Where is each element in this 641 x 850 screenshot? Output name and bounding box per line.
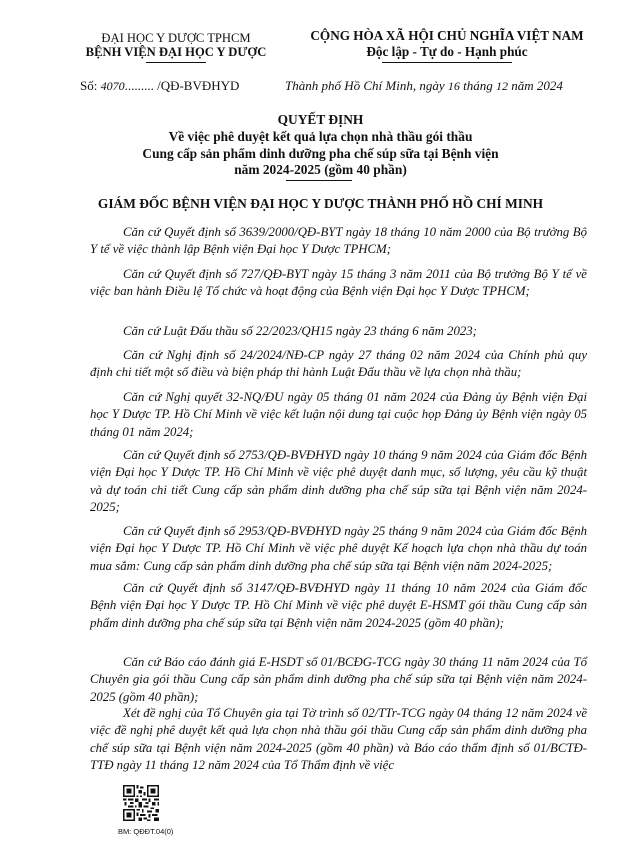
university-name: ĐẠI HỌC Y DƯỢC TPHCM [101,31,251,45]
legal-basis-paragraph: Căn cứ Báo cáo đánh giá E-HSDT số 01/BCĐG-TCG ngày 30 tháng 11 năm 2024 của Tổ Chuyên gia gói thầu Cung cấp sản phẩm dinh dưỡng pha chế súp sữa tại Bệnh viện năm 2024-2025 (gồm 40 phần); [90,655,587,704]
legal-basis-paragraph: Căn cứ Quyết định số 3147/QĐ-BVĐHYD ngày 11 tháng 10 năm 2024 của Giám đốc Bệnh viện Đại học Y Dược TP. Hồ Chí Minh về việc phê duyệt E-HSMT gói thầu Cung cấp sản phẩm dinh dưỡng pha chế súp sữa tại Bệnh viện năm 2024-2025 (gồm 40 phần); [90,581,587,630]
issue-date [285,78,563,94]
decision-number [80,78,239,94]
qr-code-icon [123,785,159,821]
legal-basis-paragraph: Căn cứ Quyết định số 2953/QĐ-BVĐHYD ngày 25 tháng 9 năm 2024 của Giám đốc Bệnh viện Đại học Y Dược TP. Hồ Chí Minh về việc phê duyệt Kế hoạch lựa chọn nhà thầu dự toán mua sắm: Cung cấp sản phẩm dinh dưỡng pha chế súp sữa tại Bệnh viện năm 2024-2025; [90,524,587,573]
legal-basis-paragraph: Căn cứ Luật Đấu thầu số 22/2023/QH15 ngày 23 tháng 6 năm 2023; [123,324,477,338]
document-title: QUYẾT ĐỊNH [277,112,364,127]
decision-number-prefix: Số: [80,78,101,93]
form-code: BM: QĐĐT.04(0) [118,827,174,836]
title-underline [286,180,352,181]
legal-basis-paragraph: Căn cứ Nghị định số 24/2024/NĐ-CP ngày 27 tháng 02 năm 2024 của Chính phủ quy định chi tiết một số điều và biện pháp thi hành Luật Đấu thầu về lựa chọn nhà thầu; [90,348,587,380]
director-heading: GIÁM ĐỐC BỆNH VIỆN ĐẠI HỌC Y DƯỢC THÀNH PHỐ HỒ CHÍ MINH [97,196,544,211]
hospital-name: BỆNH VIỆN ĐẠI HỌC Y DƯỢC [85,45,267,59]
proposal-paragraph: Xét đề nghị của Tổ Chuyên gia tại Tờ trình số 02/TTr-TCG ngày 04 tháng 12 năm 2024 về việc đề nghị phê duyệt kết quả lựa chọn nhà thầu gói thầu Cung cấp sản phẩm dinh dưỡng pha chế súp sữa tại Bệnh viện năm 2024-2025 (gồm 40 phần) và Báo cáo thẩm định số 01/BCTĐ-TTĐ ngày 11 tháng 12 năm 2024 của Tổ Thẩm định về việc [90,706,587,773]
motto-underline [382,62,512,63]
title-line-1: Về việc phê duyệt kết quả lựa chọn nhà thầu gói thầu [168,129,473,144]
legal-basis-paragraph: Căn cứ Nghị quyết 32-NQ/ĐU ngày 05 tháng 01 năm 2024 của Đảng ủy Bệnh viện Đại học Y Dược TP. Hồ Chí Minh về việc kết luận nội dung tại cuộc họp Đảng ủy Bệnh viện ngày 05 tháng 01 năm 2024; [90,390,587,439]
date-month: 12 [496,79,508,93]
legal-basis-paragraph: Căn cứ Quyết định số 3639/2000/QĐ-BYT ngày 18 tháng 10 năm 2000 của Bộ trưởng Bộ Y tế về việc thành lập Bệnh viện Đại học Y Dược TPHCM; [90,225,587,257]
legal-basis-paragraph: Căn cứ Quyết định số 727/QĐ-BYT ngày 15 tháng 3 năm 2011 của Bộ trưởng Bộ Y tế về việc ban hành Điều lệ Tổ chức và hoạt động của Bệnh viện Đại học Y Dược TPHCM; [90,267,587,299]
date-suffix: năm 2024 [508,78,563,93]
decision-number-suffix: ......... /QĐ-BVĐHYD [124,78,240,93]
date-day: 16 [447,79,460,93]
date-prefix: Thành phố Hồ Chí Minh, ngày [285,78,448,93]
title-line-3: năm 2024-2025 (gồm 40 phần) [234,162,407,177]
decision-number-value: 4070 [100,79,125,93]
national-motto: Độc lập - Tự do - Hạnh phúc [366,44,528,59]
hospital-underline [146,62,206,63]
legal-basis-paragraph: Căn cứ Quyết định số 2753/QĐ-BVĐHYD ngày 10 tháng 9 năm 2024 của Giám đốc Bệnh viện Đại học Y Dược TP. Hồ Chí Minh về việc phê duyệt danh mục, số lượng, yêu cầu kỹ thuật và dự toán chi tiết Cung cấp sản phẩm dinh dưỡng pha chế súp sữa tại Bệnh viện năm 2024-2025; [90,448,587,515]
country-name: CỘNG HÒA XÃ HỘI CHỦ NGHĨA VIỆT NAM [310,28,584,43]
title-line-2: Cung cấp sản phẩm dinh dưỡng pha chế súp sữa tại Bệnh viện [142,146,499,161]
date-mid: tháng [459,78,496,93]
